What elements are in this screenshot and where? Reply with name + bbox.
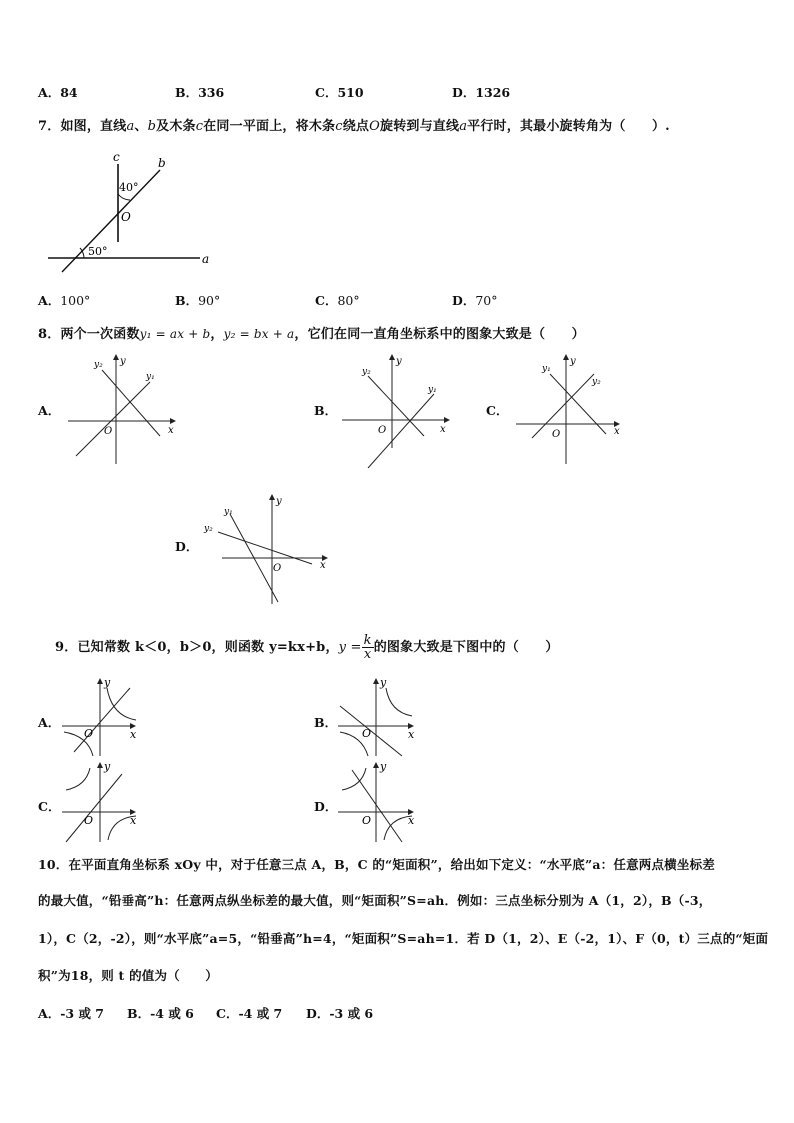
- x-axis-arrow: [170, 418, 176, 424]
- y2-label: y₂: [362, 367, 371, 377]
- option-letter: D．: [306, 1006, 330, 1021]
- option-value: 336: [198, 85, 225, 100]
- graph-line: [74, 688, 130, 752]
- option-value: 90°: [198, 293, 221, 308]
- line-b: [62, 170, 160, 272]
- q9-graph-c: [60, 760, 142, 844]
- q9-stem-part: 的图象大致是下图中的（ ）: [373, 640, 559, 655]
- q6-option-c: [315, 83, 364, 101]
- label-b: b: [158, 156, 166, 170]
- y-axis-arrow: [389, 354, 395, 360]
- q8-stem: [38, 323, 585, 342]
- graph-y1: [76, 382, 150, 456]
- option-letter: B．: [175, 293, 199, 308]
- graph-y2: [532, 374, 594, 438]
- label-c: c: [113, 150, 120, 164]
- q7-option-b: [175, 291, 220, 309]
- y-axis-arrow: [113, 354, 119, 360]
- option-value: 100°: [60, 293, 91, 308]
- q10-line-3: 1），C（2，-2），则“水平底”a=5，“铅垂高”h=4，“矩面积”S=ah=1．若 D（1，2）、E（-2，1）、F（0，t）三点的“矩面: [38, 931, 769, 946]
- q7-var: O: [369, 119, 380, 134]
- option-value: -3 或 6: [329, 1006, 374, 1021]
- q9-stem: [55, 631, 559, 665]
- q10-line-1: 10．在平面直角坐标系 xOy 中，对于任意三点 A，B，C 的“矩面积”，给出如下定义：“水平底”a：任意两点横坐标差: [38, 857, 715, 872]
- x-label: x: [440, 424, 446, 435]
- q9-equation: y =: [338, 640, 362, 655]
- y-label: y: [276, 496, 282, 507]
- origin-label: O: [378, 425, 387, 436]
- q8-graph-a: [64, 352, 180, 467]
- y-axis-arrow: [373, 762, 379, 768]
- origin-label: O: [104, 426, 113, 437]
- y-axis-arrow: [373, 678, 379, 684]
- option-value: 80°: [337, 293, 360, 308]
- q7-option-d: [452, 291, 498, 309]
- option-value: 510: [337, 85, 364, 100]
- option-value: -3 或 7: [60, 1006, 104, 1021]
- q7-stem-part: 、: [134, 119, 148, 134]
- q9-fraction: [362, 634, 374, 661]
- q8-stem-part: ，: [210, 327, 224, 342]
- y1-label: y₁: [428, 385, 437, 395]
- q10-option-b: [127, 1004, 194, 1022]
- q7-var: c: [335, 119, 343, 134]
- q6-option-a: [38, 83, 78, 101]
- q9-option-b-label: B．: [314, 715, 338, 730]
- y1-label: y₁: [224, 507, 233, 517]
- graph-hyperbola-left: [66, 768, 90, 790]
- q7-var: a: [126, 119, 135, 134]
- q7-option-a: [38, 291, 90, 309]
- y2-label: y₂: [94, 360, 103, 370]
- q7-stem-part: 绕点: [342, 119, 370, 134]
- q7-stem-part: 在同一平面上，将木条: [203, 119, 336, 134]
- y-label: y: [120, 356, 126, 367]
- y-label: y: [570, 356, 576, 367]
- q7-stem-part: 及木条: [156, 119, 196, 134]
- graph-hyperbola-upper: [386, 688, 412, 716]
- origin-label: O: [552, 429, 561, 440]
- q6-option-b: [175, 83, 224, 101]
- y-label: y: [380, 760, 387, 773]
- y2-label: y₂: [592, 377, 601, 387]
- y-axis-arrow: [97, 678, 103, 684]
- x-label: x: [130, 728, 137, 741]
- angle-arc-top: [118, 194, 130, 200]
- q10-option-c: [216, 1004, 282, 1022]
- q7-var: a: [459, 119, 468, 134]
- q9-stem-part: 9．已知常数 k＜0，b＞0，则函数 y=kx+b，: [55, 640, 339, 655]
- graph-y2: [368, 376, 424, 436]
- q7-option-c: [315, 291, 360, 309]
- q9-graph-b: [336, 676, 420, 758]
- q8-graph-c: [512, 352, 630, 470]
- q7-stem: [38, 115, 670, 134]
- q8-stem-part: ，它们在同一直角坐标系中的图象大致是（ ）: [294, 327, 585, 342]
- origin-label: O: [273, 563, 282, 574]
- y2-label: y₂: [204, 524, 213, 534]
- q10-line-4: 积”为18，则 t 的值为（ ）: [38, 968, 218, 983]
- y-axis-arrow: [97, 762, 103, 768]
- origin-label: O: [362, 727, 372, 740]
- angle-40: 40°: [119, 181, 139, 194]
- y-axis-arrow: [563, 354, 569, 360]
- option-value: -4 或 7: [238, 1006, 283, 1021]
- angle-50: 50°: [88, 245, 108, 258]
- x-label: x: [320, 560, 326, 571]
- q10-option-d: [306, 1004, 373, 1022]
- option-letter: A．: [38, 1006, 61, 1021]
- y-axis-arrow: [269, 494, 275, 500]
- x-label: x: [614, 426, 620, 437]
- fraction-numerator: k: [363, 633, 372, 648]
- origin-label: O: [362, 814, 372, 827]
- option-letter: B．: [175, 85, 199, 100]
- origin-label: O: [84, 727, 94, 740]
- q8-option-d-label: D．: [175, 539, 199, 554]
- option-letter: C．: [216, 1006, 239, 1021]
- option-value: 84: [60, 85, 78, 100]
- q8-equation-1: y₁ = ax + b: [139, 327, 211, 341]
- q8-option-b-label: B．: [314, 403, 338, 418]
- q9-option-a-label: A．: [38, 715, 61, 730]
- q7-figure: [40, 150, 220, 275]
- option-letter: C．: [315, 85, 338, 100]
- origin-label: O: [84, 814, 94, 827]
- option-letter: D．: [452, 293, 476, 308]
- y1-label: y₁: [542, 364, 551, 374]
- q7-stem-part: 7．如图，直线: [38, 119, 127, 134]
- x-label: x: [168, 425, 174, 436]
- q9-option-c-label: C．: [38, 799, 61, 814]
- y-label: y: [104, 760, 111, 773]
- option-letter: C．: [315, 293, 338, 308]
- q9-option-d-label: D．: [314, 799, 338, 814]
- y-label: y: [104, 676, 111, 689]
- q8-option-c-label: C．: [486, 403, 509, 418]
- q9-graph-a: [60, 676, 142, 758]
- y-label: y: [380, 676, 387, 689]
- x-label: x: [408, 814, 415, 827]
- q10-option-a: [38, 1004, 104, 1022]
- option-value: 1326: [475, 85, 511, 100]
- q8-graph-b: [340, 352, 458, 472]
- option-value: 70°: [475, 293, 498, 308]
- q9-graph-d: [336, 760, 420, 844]
- y1-label: y₁: [146, 372, 155, 382]
- graph-hyperbola-upper: [107, 688, 136, 720]
- label-a: a: [202, 252, 210, 266]
- option-letter: A．: [38, 85, 61, 100]
- graph-line: [66, 774, 122, 842]
- q8-equation-2: y₂ = bx + a: [223, 327, 295, 341]
- q10-line-2: 的最大值，“铅垂高”h：任意两点纵坐标差的最大值，则“矩面积”S=ah．例如：三点坐标分别为 A（1，2），B（-3，: [38, 893, 712, 908]
- option-letter: B．: [127, 1006, 151, 1021]
- q7-stem-part: 旋转到与直线: [380, 119, 460, 134]
- x-label: x: [408, 728, 415, 741]
- x-label: x: [130, 814, 137, 827]
- q8-stem-part: 8．两个一次函数: [38, 327, 140, 342]
- option-letter: A．: [38, 293, 61, 308]
- q7-stem-part: 平行时，其最小旋转角为（ ）.: [467, 119, 670, 134]
- q8-option-a-label: A．: [38, 403, 61, 418]
- option-letter: D．: [452, 85, 476, 100]
- y-label: y: [396, 356, 402, 367]
- q7-var: b: [147, 119, 157, 134]
- q7-var: c: [195, 119, 204, 134]
- fraction-denominator: x: [363, 647, 372, 662]
- q6-option-d: [452, 83, 510, 101]
- graph-hyperbola-left: [342, 768, 366, 790]
- graph-y2: [218, 532, 312, 564]
- label-o: O: [121, 210, 131, 224]
- option-value: -4 或 6: [150, 1006, 194, 1021]
- q8-graph-d: [200, 492, 332, 608]
- x-axis-arrow: [444, 417, 450, 423]
